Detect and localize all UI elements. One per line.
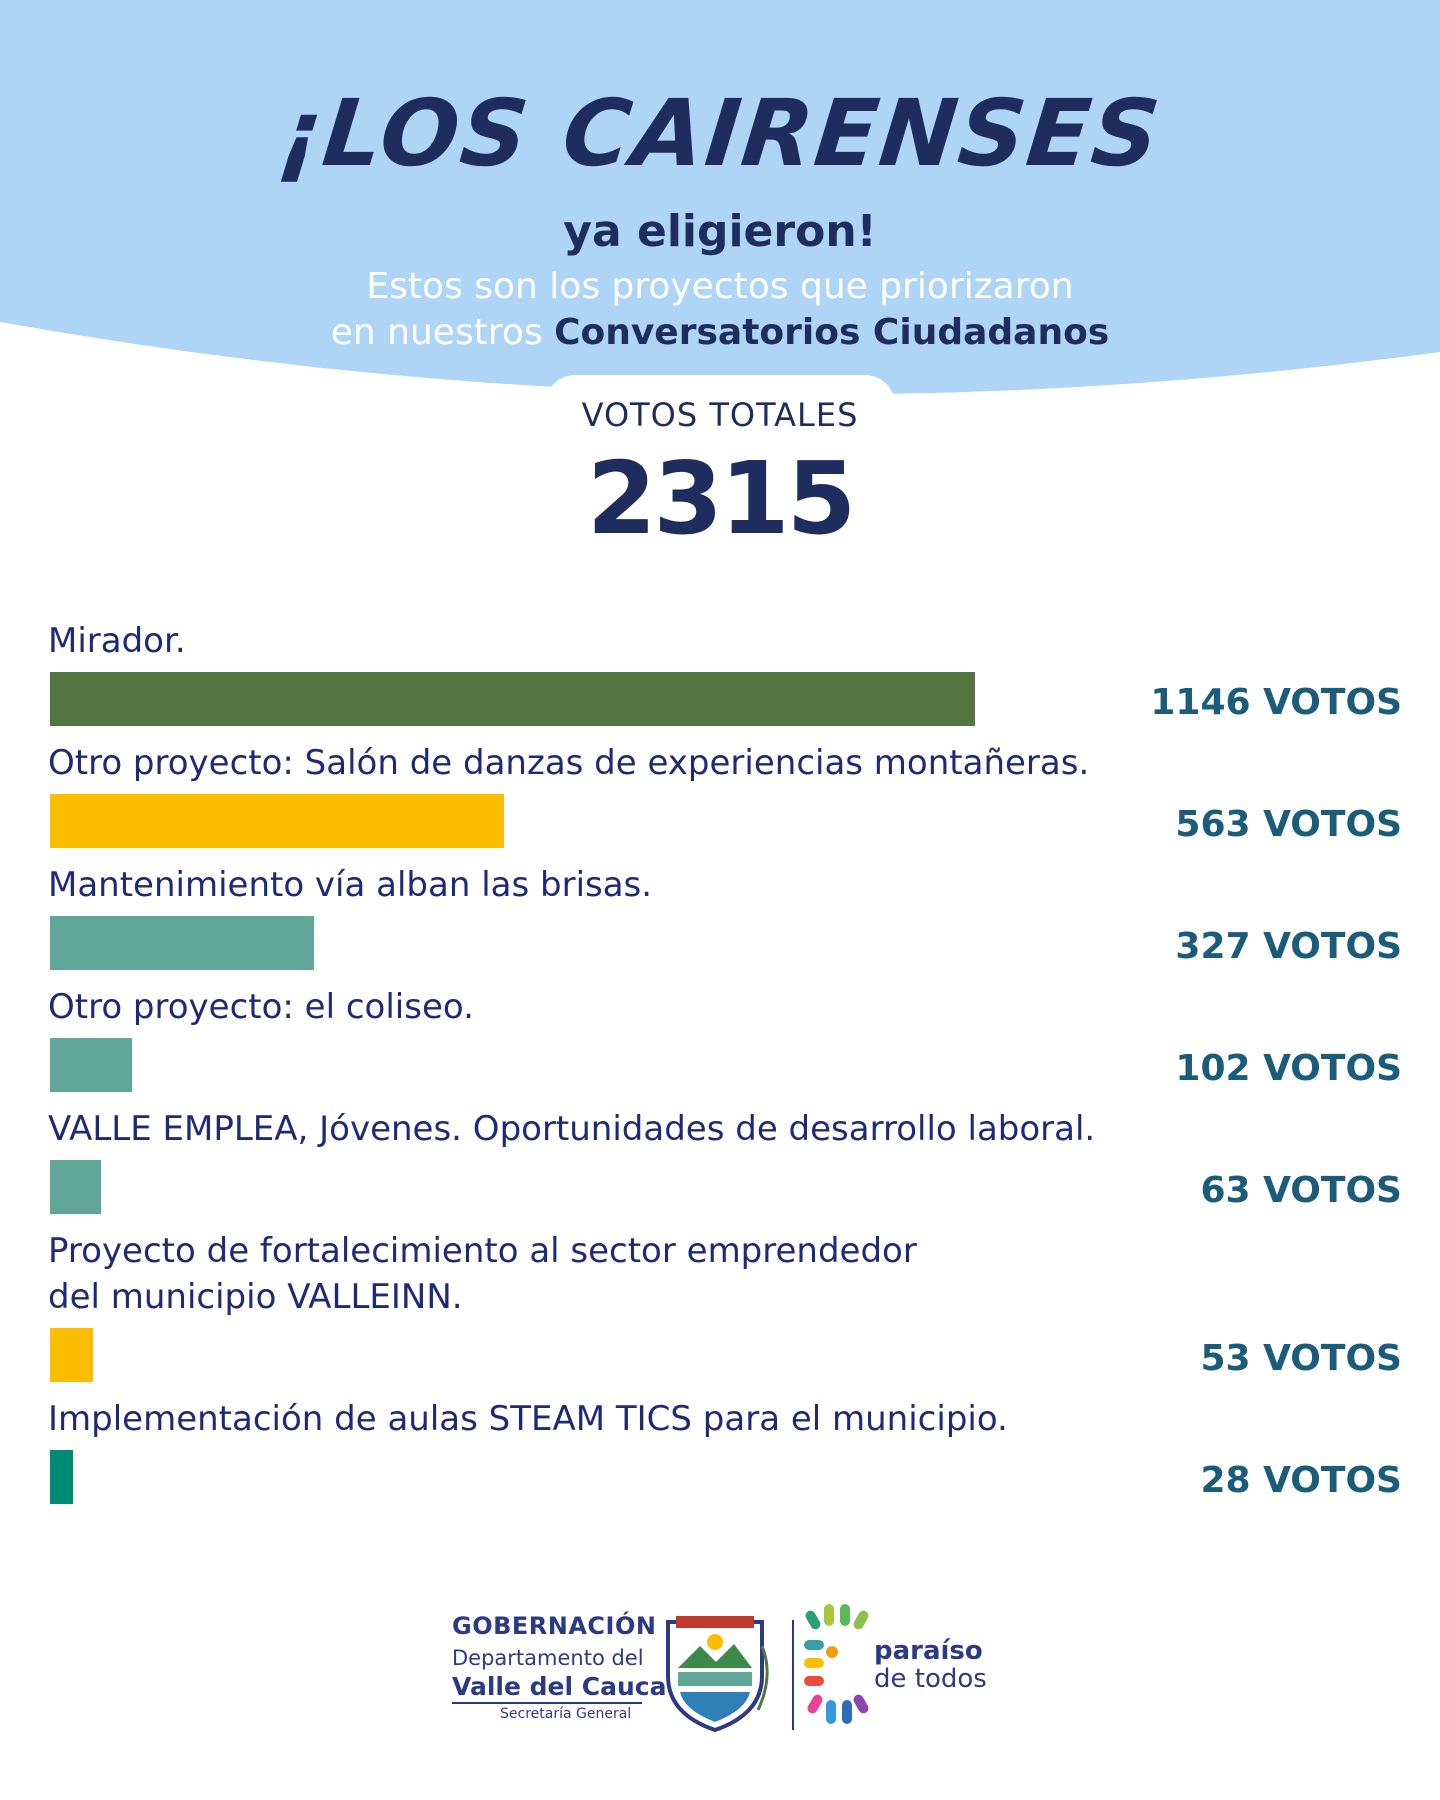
gobernacion-title: GOBERNACIÓN — [452, 1612, 657, 1640]
item-label — [48, 618, 1208, 664]
vote-count-label: 102 VOTOS — [1175, 1048, 1402, 1089]
item-label — [48, 862, 1208, 908]
item-label-line: del municipio VALLEINN. — [48, 1277, 463, 1317]
vote-count-label: 63 VOTOS — [1200, 1170, 1402, 1211]
item-label — [48, 1106, 1208, 1152]
intro-line-2-prefix: en nuestros — [330, 312, 543, 353]
page-subtitle: ya eligieron! — [563, 206, 877, 257]
gobernacion-line-2: Departamento del — [452, 1646, 644, 1670]
page-title: ¡LOS CAIRENSES — [273, 80, 1167, 187]
paraiso-brand-line-2: de todos — [874, 1664, 987, 1694]
logo-separator — [792, 1620, 794, 1730]
vote-bar — [50, 672, 975, 726]
item-label-line: Otro proyecto: el coliseo. — [48, 987, 474, 1027]
vote-bar — [50, 1160, 101, 1214]
item-label-line: Mantenimiento vía alban las brisas. — [48, 865, 653, 905]
item-label — [48, 1228, 1208, 1320]
intro-line-1: Estos son los proyectos que priorizaron — [366, 266, 1074, 307]
item-label-line: Proyecto de fortalecimiento al sector emprendedor — [48, 1231, 917, 1271]
coat-of-arms-icon — [650, 1606, 780, 1736]
item-label — [48, 984, 1208, 1030]
vote-bar — [50, 1450, 73, 1504]
intro-line-2-strong: Conversatorios Ciudadanos — [554, 312, 1110, 353]
item-label-line: Mirador. — [48, 621, 186, 661]
vote-count-label: 563 VOTOS — [1175, 804, 1402, 845]
gobernacion-line-4: Secretaría General — [500, 1706, 632, 1722]
item-label — [48, 1396, 1208, 1442]
gobernacion-line-3: Valle del Cauca — [452, 1672, 667, 1701]
item-label-line: Implementación de aulas STEAM TICS para el municipio. — [48, 1399, 1008, 1439]
vote-bar — [50, 916, 314, 970]
vote-count-label: 53 VOTOS — [1200, 1338, 1402, 1379]
total-votes-value: 2315 — [586, 440, 854, 557]
vote-bar — [50, 794, 504, 848]
paraiso-brand-line-1: paraíso — [874, 1636, 983, 1666]
item-label — [48, 740, 1208, 786]
footer-logos — [0, 1600, 1440, 1740]
paraiso-burst-icon — [802, 1600, 872, 1740]
votes-bar-chart — [0, 600, 1440, 1500]
item-label-line: VALLE EMPLEA, Jóvenes. Oportunidades de desarrollo laboral. — [48, 1109, 1096, 1149]
vote-count-label: 327 VOTOS — [1175, 926, 1402, 967]
vote-bar — [50, 1328, 93, 1382]
vote-count-label: 28 VOTOS — [1200, 1460, 1402, 1501]
gobernacion-rule — [452, 1702, 642, 1704]
total-votes-label: VOTOS TOTALES — [581, 396, 859, 434]
vote-bar — [50, 1038, 132, 1092]
intro-line-2 — [0, 312, 1440, 353]
item-label-line: Otro proyecto: Salón de danzas de experiencias montañeras. — [48, 743, 1090, 783]
vote-count-label: 1146 VOTOS — [1150, 682, 1402, 723]
